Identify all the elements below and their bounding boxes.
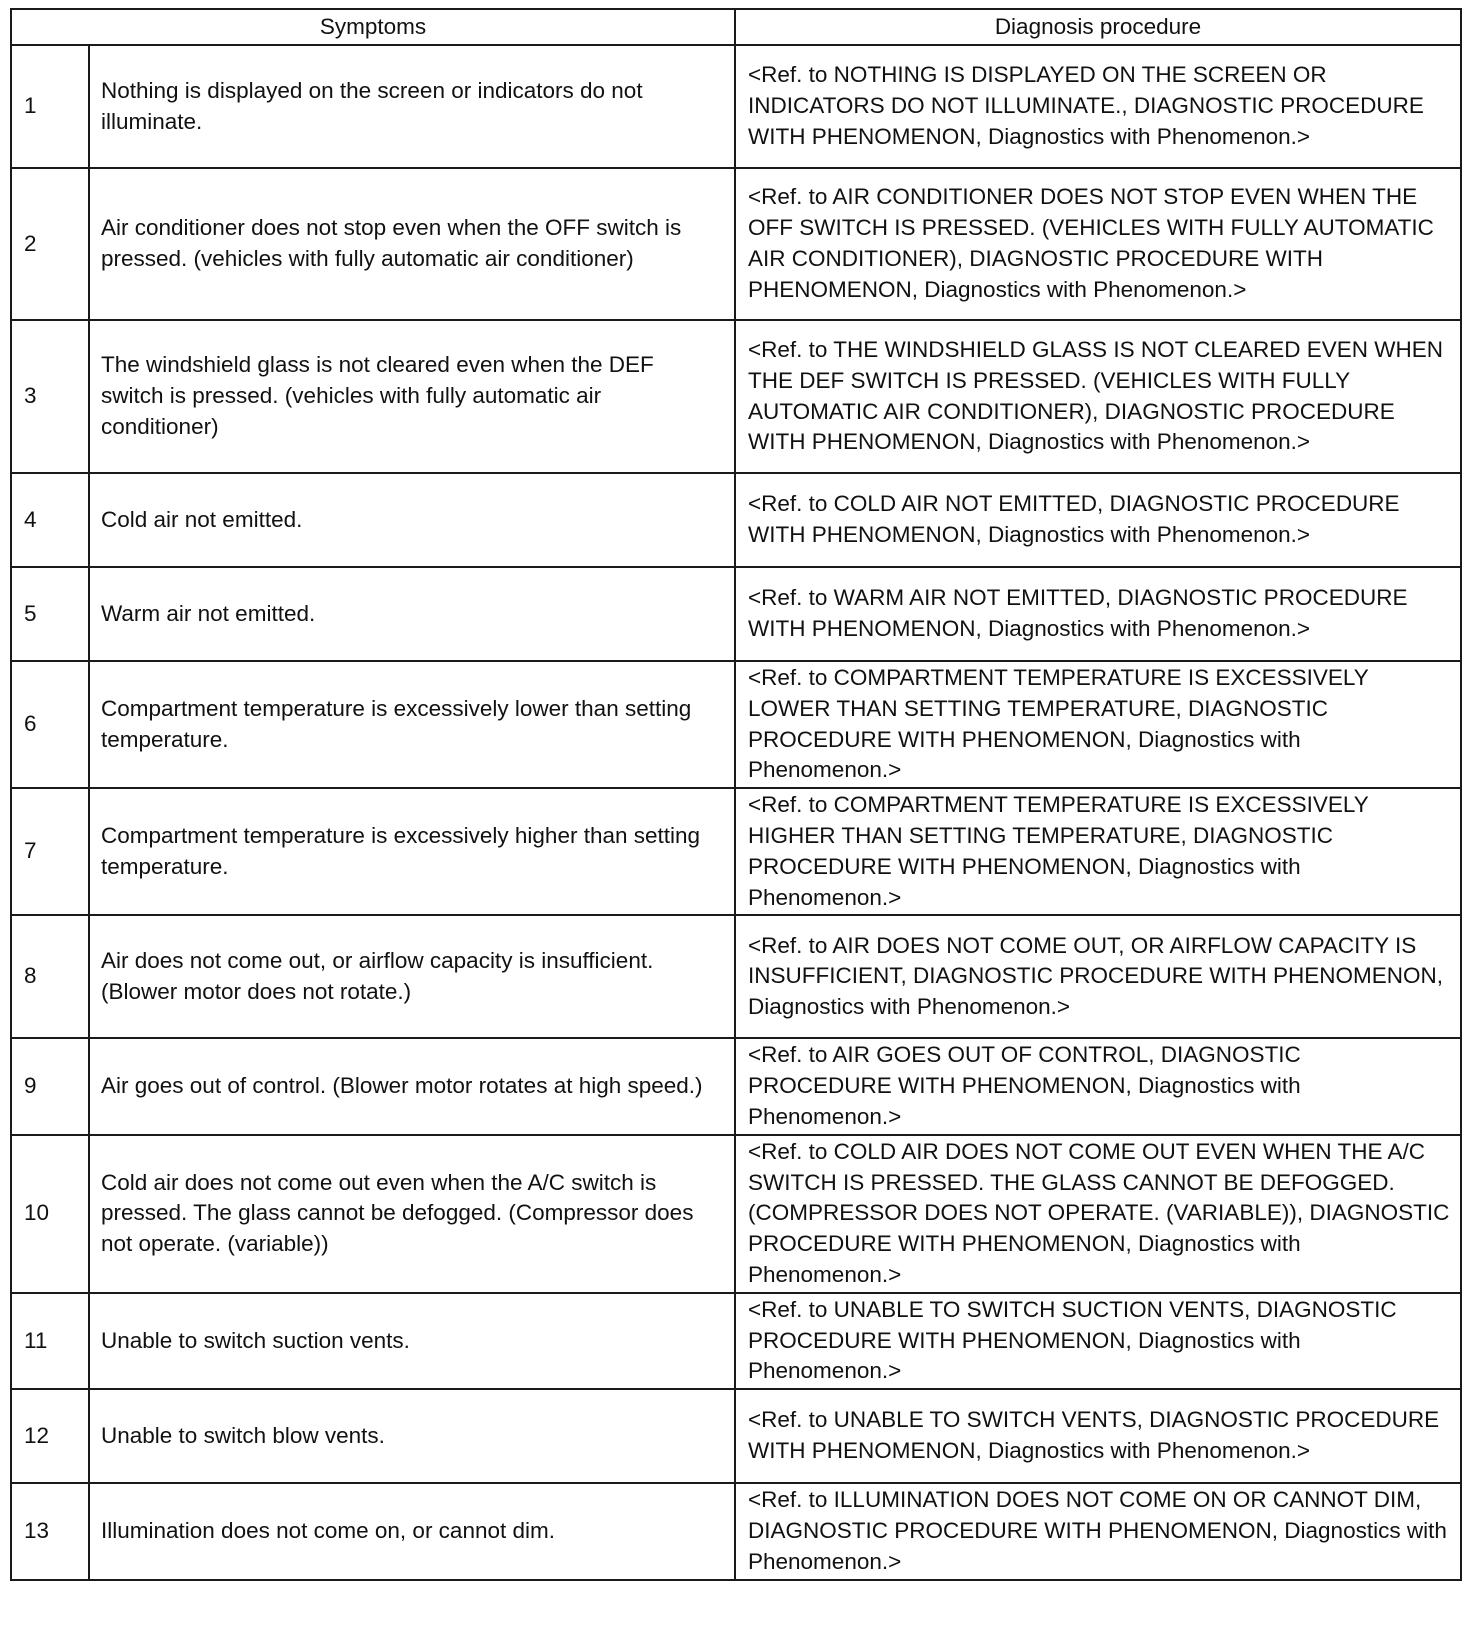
row-number: 4 bbox=[11, 473, 89, 567]
symptom-cell: Warm air not emitted. bbox=[89, 567, 735, 661]
diagnosis-procedure-cell: <Ref. to COMPARTMENT TEMPERATURE IS EXCESSIVELY LOWER THAN SETTING TEMPERATURE, DIAGNOSTIC PROCEDURE WITH PHENOMENON, Diagnostics with Phenomenon.> bbox=[735, 661, 1461, 788]
symptom-cell: Air does not come out, or airflow capacity is insufficient. (Blower motor does not rotate.) bbox=[89, 915, 735, 1038]
symptom-cell: Air goes out of control. (Blower motor rotates at high speed.) bbox=[89, 1038, 735, 1134]
symptom-cell: Cold air does not come out even when the A/C switch is pressed. The glass cannot be defogged. (Compressor does not operate. (variable)) bbox=[89, 1135, 735, 1293]
header-symptoms: Symptoms bbox=[11, 9, 735, 45]
row-number: 7 bbox=[11, 788, 89, 915]
symptom-cell: Air conditioner does not stop even when the OFF switch is pressed. (vehicles with fully automatic air conditioner) bbox=[89, 168, 735, 320]
row-number: 6 bbox=[11, 661, 89, 788]
table-row bbox=[11, 1135, 1461, 1293]
row-number: 3 bbox=[11, 320, 89, 473]
diagnosis-procedure-cell: <Ref. to AIR DOES NOT COME OUT, OR AIRFLOW CAPACITY IS INSUFFICIENT, DIAGNOSTIC PROCEDURE WITH PHENOMENON, Diagnostics with Phenomenon.> bbox=[735, 915, 1461, 1038]
diagnosis-procedure-cell: <Ref. to AIR CONDITIONER DOES NOT STOP EVEN WHEN THE OFF SWITCH IS PRESSED. (VEHICLES WITH FULLY AUTOMATIC AIR CONDITIONER), DIAGNOSTIC PROCEDURE WITH PHENOMENON, Diagnostics with Phenomenon.> bbox=[735, 168, 1461, 320]
row-number: 11 bbox=[11, 1293, 89, 1389]
diagnosis-procedure-cell: <Ref. to COMPARTMENT TEMPERATURE IS EXCESSIVELY HIGHER THAN SETTING TEMPERATURE, DIAGNOSTIC PROCEDURE WITH PHENOMENON, Diagnostics with Phenomenon.> bbox=[735, 788, 1461, 915]
diagnosis-procedure-cell: <Ref. to COLD AIR DOES NOT COME OUT EVEN WHEN THE A/C SWITCH IS PRESSED. THE GLASS CANNOT BE DEFOGGED. (COMPRESSOR DOES NOT OPERATE. (VARIABLE)), DIAGNOSTIC PROCEDURE WITH PHENOMENON, Diagnostics with Phenomenon.> bbox=[735, 1135, 1461, 1293]
symptom-cell: Unable to switch blow vents. bbox=[89, 1389, 735, 1483]
symptom-cell: Cold air not emitted. bbox=[89, 473, 735, 567]
diagnosis-procedure-cell: <Ref. to THE WINDSHIELD GLASS IS NOT CLEARED EVEN WHEN THE DEF SWITCH IS PRESSED. (VEHICLES WITH FULLY AUTOMATIC AIR CONDITIONER), DIAGNOSTIC PROCEDURE WITH PHENOMENON, Diagnostics with Phenomenon.> bbox=[735, 320, 1461, 473]
table-row bbox=[11, 320, 1461, 473]
symptom-cell: Compartment temperature is excessively higher than setting temperature. bbox=[89, 788, 735, 915]
diagnosis-table bbox=[10, 8, 1462, 1581]
table-row bbox=[11, 1038, 1461, 1134]
table-row bbox=[11, 1483, 1461, 1579]
symptom-cell: Compartment temperature is excessively lower than setting temperature. bbox=[89, 661, 735, 788]
table-row bbox=[11, 1389, 1461, 1483]
row-number: 10 bbox=[11, 1135, 89, 1293]
row-number: 5 bbox=[11, 567, 89, 661]
table-row bbox=[11, 45, 1461, 168]
table-row bbox=[11, 473, 1461, 567]
row-number: 1 bbox=[11, 45, 89, 168]
header-diagnosis-procedure: Diagnosis procedure bbox=[735, 9, 1461, 45]
symptom-cell: The windshield glass is not cleared even when the DEF switch is pressed. (vehicles with fully automatic air conditioner) bbox=[89, 320, 735, 473]
diagnosis-procedure-cell: <Ref. to WARM AIR NOT EMITTED, DIAGNOSTIC PROCEDURE WITH PHENOMENON, Diagnostics with Phenomenon.> bbox=[735, 567, 1461, 661]
symptom-cell: Nothing is displayed on the screen or indicators do not illuminate. bbox=[89, 45, 735, 168]
diagnosis-procedure-cell: <Ref. to ILLUMINATION DOES NOT COME ON OR CANNOT DIM, DIAGNOSTIC PROCEDURE WITH PHENOMENON, Diagnostics with Phenomenon.> bbox=[735, 1483, 1461, 1579]
diagnosis-procedure-cell: <Ref. to UNABLE TO SWITCH VENTS, DIAGNOSTIC PROCEDURE WITH PHENOMENON, Diagnostics with Phenomenon.> bbox=[735, 1389, 1461, 1483]
table-row bbox=[11, 168, 1461, 320]
row-number: 13 bbox=[11, 1483, 89, 1579]
row-number: 8 bbox=[11, 915, 89, 1038]
symptom-cell: Unable to switch suction vents. bbox=[89, 1293, 735, 1389]
table-header-row bbox=[11, 9, 1461, 45]
table-row bbox=[11, 661, 1461, 788]
table-body bbox=[11, 45, 1461, 1580]
diagnosis-procedure-cell: <Ref. to COLD AIR NOT EMITTED, DIAGNOSTIC PROCEDURE WITH PHENOMENON, Diagnostics with Phenomenon.> bbox=[735, 473, 1461, 567]
diagnosis-procedure-cell: <Ref. to NOTHING IS DISPLAYED ON THE SCREEN OR INDICATORS DO NOT ILLUMINATE., DIAGNOSTIC PROCEDURE WITH PHENOMENON, Diagnostics with Phenomenon.> bbox=[735, 45, 1461, 168]
table-row bbox=[11, 915, 1461, 1038]
table-row bbox=[11, 567, 1461, 661]
diagnosis-procedure-cell: <Ref. to AIR GOES OUT OF CONTROL, DIAGNOSTIC PROCEDURE WITH PHENOMENON, Diagnostics with Phenomenon.> bbox=[735, 1038, 1461, 1134]
table-row bbox=[11, 788, 1461, 915]
row-number: 2 bbox=[11, 168, 89, 320]
diagnosis-procedure-cell: <Ref. to UNABLE TO SWITCH SUCTION VENTS, DIAGNOSTIC PROCEDURE WITH PHENOMENON, Diagnostics with Phenomenon.> bbox=[735, 1293, 1461, 1389]
table-row bbox=[11, 1293, 1461, 1389]
symptom-cell: Illumination does not come on, or cannot dim. bbox=[89, 1483, 735, 1579]
row-number: 12 bbox=[11, 1389, 89, 1483]
row-number: 9 bbox=[11, 1038, 89, 1134]
